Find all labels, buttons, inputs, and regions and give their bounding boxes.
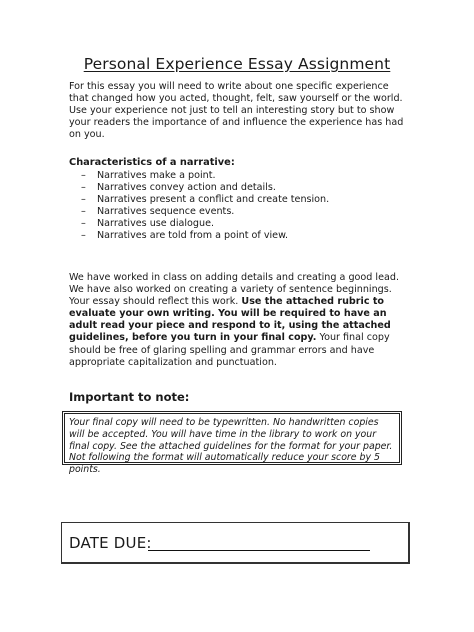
important-note-box bbox=[64, 413, 400, 476]
dash-bullet-icon: – bbox=[81, 230, 86, 242]
dash-bullet-icon: – bbox=[81, 170, 86, 181]
characteristics-heading: Characteristics of a narrative: bbox=[69, 157, 235, 168]
important-heading: Important to note: bbox=[69, 390, 190, 404]
intro-paragraph: For this essay you will need to write about one specific experience that changed how you acted, thought, felt, saw yourself or the world. Use your experience not just to tell an interesting story but to show your readers the importance of and influence the experience has had on you. bbox=[69, 81, 404, 141]
work-text-bold: Use the attached rubric to evaluate your own writing. You will be required to have an adult read your piece and respond to it, using the attached guidelines, before you turn in your final copy. bbox=[69, 296, 391, 344]
page-title: Personal Experience Essay Assignment bbox=[83, 55, 391, 73]
list-item: – Narratives make a point. bbox=[81, 170, 216, 181]
dash-bullet-icon: – bbox=[81, 206, 86, 218]
list-item: – Narratives convey action and details. bbox=[81, 182, 276, 194]
work-text-2: Your final copy should be free of glaring spelling and grammar errors and have appropriate capitalization and punctuation. bbox=[69, 332, 390, 368]
work-text-1: We have worked in class on adding details and creating a good lead. We have also worked on creating a variety of sentence beginnings. Your essay should reflect this work. bbox=[69, 272, 400, 308]
dash-bullet-icon: – bbox=[81, 182, 86, 194]
list-item: – Narratives are told from a point of view. bbox=[81, 230, 289, 242]
dash-bullet-icon: – bbox=[81, 218, 86, 230]
list-item: – Narratives present a conflict and create tension. bbox=[81, 194, 330, 206]
list-item: – Narratives sequence events. bbox=[81, 206, 235, 218]
list-item: – Narratives use dialogue. bbox=[81, 218, 215, 230]
dash-bullet-icon: – bbox=[81, 194, 86, 206]
important-note-text: Your final copy will need to be typewritten. No handwritten copies will be accepted. You will have time in the library to work on your final copy. See the attached guidelines for the format for your paper. Not following the format will automatically reduce your score by 5 points. bbox=[69, 417, 393, 476]
date-due-blank-line bbox=[148, 550, 370, 551]
date-due-box bbox=[61, 522, 410, 564]
date-due-label: DATE DUE: bbox=[69, 534, 152, 552]
work-paragraph bbox=[69, 272, 409, 369]
characteristics-list bbox=[81, 170, 329, 243]
